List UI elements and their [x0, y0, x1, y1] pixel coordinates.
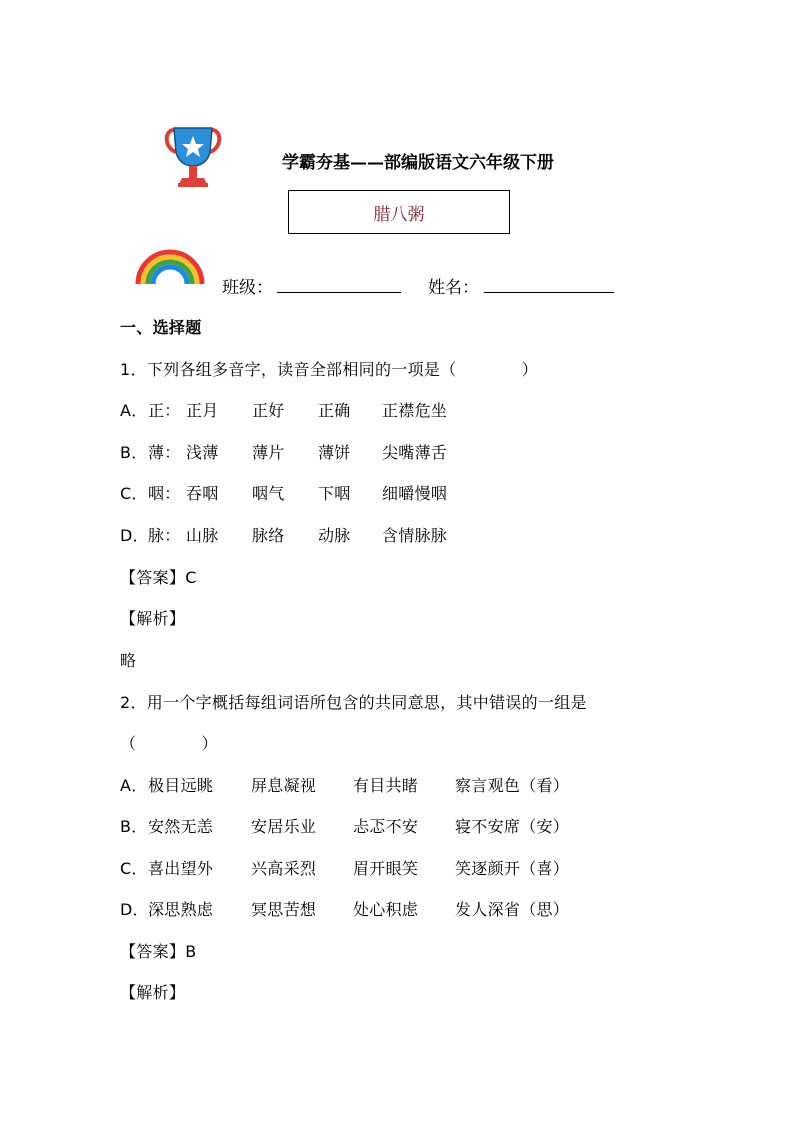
q1-stem: 1．下列各组多音字，读音全部相同的一项是（ ）: [120, 360, 538, 379]
class-blank[interactable]: [277, 292, 401, 293]
q1-option-a: A．正： 正月 正好 正确 正襟危坐: [120, 401, 448, 420]
name-blank[interactable]: [484, 292, 614, 293]
q1-option-d: D．脉： 山脉 脉络 动脉 含情脉脉: [120, 526, 448, 545]
q1-option-c: C．咽： 吞咽 咽气 下咽 细嚼慢咽: [120, 484, 448, 503]
rainbow-icon: [134, 246, 206, 286]
lesson-title: 腊八粥: [373, 204, 425, 225]
q2-option-c: C．喜出望外 兴高采烈 眉开眼笑 笑逐颜开（喜）: [120, 859, 570, 878]
name-label: 姓名：: [428, 278, 479, 298]
q1-analysis-label: 【解析】: [120, 609, 186, 628]
q1-option-b: B．薄： 浅薄 薄片 薄饼 尖嘴薄舌: [120, 443, 448, 462]
q1-analysis: 略: [120, 651, 137, 670]
q2-stem: 2．用一个字概括每组词语所包含的共同意思，其中错误的一组是: [120, 693, 587, 712]
q2-option-a: A．极目远眺 屏息凝视 有目共睹 察言观色（看）: [120, 776, 570, 795]
class-label: 班级：: [222, 278, 273, 298]
q1-answer: 【答案】C: [120, 568, 197, 587]
q2-option-d: D．深思熟虑 冥思苦想 处心积虑 发人深省（思）: [120, 900, 570, 919]
document-title: 学霸夯基——部编版语文六年级下册: [282, 153, 554, 173]
trophy-icon: [164, 126, 222, 190]
q2-stem-cont: （ ）: [120, 734, 218, 753]
q2-option-b: B．安然无恙 安居乐业 忐忑不安 寝不安席（安）: [120, 817, 570, 836]
lesson-title-box: [288, 190, 510, 234]
section-title: 一、选择题: [120, 318, 202, 337]
q2-answer: 【答案】B: [120, 942, 197, 961]
q2-analysis-label: 【解析】: [120, 983, 186, 1002]
